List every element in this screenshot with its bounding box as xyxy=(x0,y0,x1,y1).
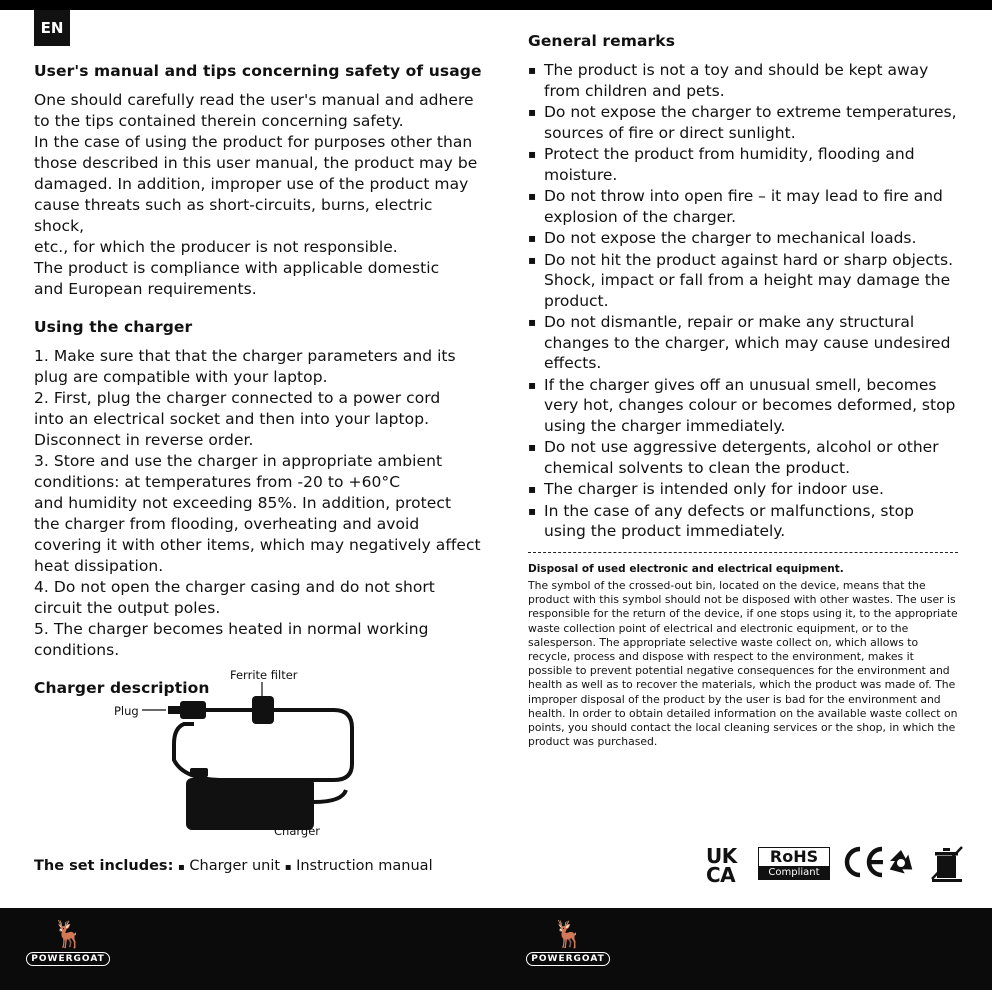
disposal-title: Disposal of used electronic and electrical equipment. xyxy=(528,563,844,575)
safety-line: The product is compliance with applicable domestic xyxy=(34,259,440,277)
brand-logo-left xyxy=(8,920,128,978)
step-line: covering it with other items, which may negatively affect xyxy=(34,536,481,554)
ukca-line1: UK xyxy=(706,844,737,868)
ukca-line2: CA xyxy=(706,863,736,887)
step-line: into an electrical socket and then into your laptop. xyxy=(34,410,430,428)
safety-line: those described in this user manual, the product may be xyxy=(34,154,478,172)
charger-illustration-svg xyxy=(34,668,486,848)
safety-line: One should carefully read the user's manual and adhere xyxy=(34,91,474,109)
step-line: the charger from flooding, overheating and avoid xyxy=(34,515,420,533)
step-line: 3. Store and use the charger in appropriate ambient xyxy=(34,452,443,470)
section-title-using-charger: Using the charger xyxy=(34,318,193,336)
step-line: circuit the output poles. xyxy=(34,599,221,617)
footer-band xyxy=(0,908,992,990)
list-item: ▪ If the charger gives off an unusual smell, becomes very hot, changes colour or becomes deformed, stop using the charger immediately. xyxy=(528,375,960,437)
ce-mark xyxy=(840,845,886,883)
list-item: ▪ Do not expose the charger to mechanical loads. xyxy=(528,228,960,249)
diagram-label-plug: Plug xyxy=(114,704,139,718)
safety-line: cause threats such as short-circuits, burns, electric shock, xyxy=(34,196,433,235)
weee-mark xyxy=(930,845,964,887)
brand-name: POWERGOAT xyxy=(526,952,609,966)
recycle-mark xyxy=(882,847,920,885)
safety-line: In the case of using the product for purposes other than xyxy=(34,133,473,151)
brand-logo-right xyxy=(508,920,628,978)
using-charger-steps xyxy=(34,346,486,661)
section-title-general-remarks: General remarks xyxy=(528,32,676,50)
goat-icon: 🦌 xyxy=(552,920,584,950)
rohs-line2: Compliant xyxy=(759,866,829,879)
set-includes-item: Charger unit xyxy=(189,858,281,874)
disposal-notice xyxy=(528,563,960,749)
general-remarks-list xyxy=(528,60,960,542)
brand-name: POWERGOAT xyxy=(26,952,109,966)
list-item: ▪ In the case of any defects or malfunctions, stop using the product immediately. xyxy=(528,501,960,542)
diagram-label-ferrite-filter: Ferrite filter xyxy=(230,668,298,682)
top-black-strip xyxy=(0,0,992,10)
step-line: conditions. xyxy=(34,641,120,659)
list-item: ▪ Do not throw into open fire – it may lead to fire and explosion of the charger. xyxy=(528,186,960,227)
step-line: 4. Do not open the charger casing and do not short xyxy=(34,578,435,596)
step-line: Disconnect in reverse order. xyxy=(34,431,254,449)
step-line: 1. Make sure that that the charger parameters and its xyxy=(34,347,456,365)
rohs-line1: RoHS xyxy=(769,847,819,866)
safety-line: damaged. In addition, improper use of the product may xyxy=(34,175,469,193)
step-line: and humidity not exceeding 85%. In addition, protect xyxy=(34,494,452,512)
certification-marks xyxy=(700,845,960,895)
goat-icon: 🦌 xyxy=(52,920,84,950)
disposal-text: The symbol of the crossed-out bin, located on the device, means that the product with this symbol should not be disposed with other wastes. The user is responsible for the return of the device, if one stops using it, to the appropriate waste collection point of electrical and electronic equipment, or to the salesperson. The appropriate selective waste collect on, which allows to recycle, process and dispose with respect to the environment, makes it possible to prevent potential negative consequences for the environment and health as well as to recover the materials, which the product was made of. The improper disposal of the product by the user is bad for the environment and health. In order to obtain detailed information on the available waste collect on points, you should contact the local cleaning services or the shop, in which the product was purchased. xyxy=(528,579,958,749)
list-item: ▪ Protect the product from humidity, flooding and moisture. xyxy=(528,144,960,185)
step-line: 5. The charger becomes heated in normal working xyxy=(34,620,429,638)
ukca-mark xyxy=(706,844,737,887)
section-title-charger-description: Charger description xyxy=(34,679,210,697)
list-item: ▪ The product is not a toy and should be kept away from children and pets. xyxy=(528,60,960,101)
list-item: ▪ Do not hit the product against hard or sharp objects. Shock, impact or fall from a height may damage the product. xyxy=(528,250,960,312)
ce-icon xyxy=(840,845,886,879)
crossed-out-bin-icon xyxy=(930,845,964,883)
safety-paragraph xyxy=(34,90,486,300)
list-item: ▪ Do not use aggressive detergents, alcohol or other chemical solvents to clean the product. xyxy=(528,437,960,478)
safety-line: to the tips contained therein concerning safety. xyxy=(34,112,404,130)
step-line: heat dissipation. xyxy=(34,557,164,575)
step-line: 2. First, plug the charger connected to a power cord xyxy=(34,389,441,407)
rohs-mark xyxy=(758,847,830,880)
section-divider xyxy=(528,552,958,553)
bullet-glyph: ▪ xyxy=(177,862,185,873)
list-item: ▪ Do not dismantle, repair or make any structural changes to the charger, which may cause undesired effects. xyxy=(528,312,960,374)
step-line: conditions: at temperatures from -20 to +60°C xyxy=(34,473,401,491)
language-badge: EN xyxy=(34,10,70,46)
left-column xyxy=(34,62,486,707)
set-includes-line xyxy=(34,858,433,874)
step-line: plug are compatible with your laptop. xyxy=(34,368,328,386)
safety-line: etc., for which the producer is not responsible. xyxy=(34,238,398,256)
set-includes-label: The set includes: xyxy=(34,858,174,874)
right-column xyxy=(528,32,960,543)
set-includes-item: Instruction manual xyxy=(296,858,433,874)
section-title-safety: User's manual and tips concerning safety of usage xyxy=(34,62,482,80)
list-item: ▪ The charger is intended only for indoor use. xyxy=(528,479,960,500)
bullet-glyph: ▪ xyxy=(284,862,292,873)
safety-line: and European requirements. xyxy=(34,280,257,298)
diagram-label-charger: Charger xyxy=(274,824,320,838)
list-item: ▪ Do not expose the charger to extreme temperatures, sources of fire or direct sunlight. xyxy=(528,102,960,143)
charger-diagram xyxy=(34,668,486,848)
recycle-icon xyxy=(882,847,920,881)
